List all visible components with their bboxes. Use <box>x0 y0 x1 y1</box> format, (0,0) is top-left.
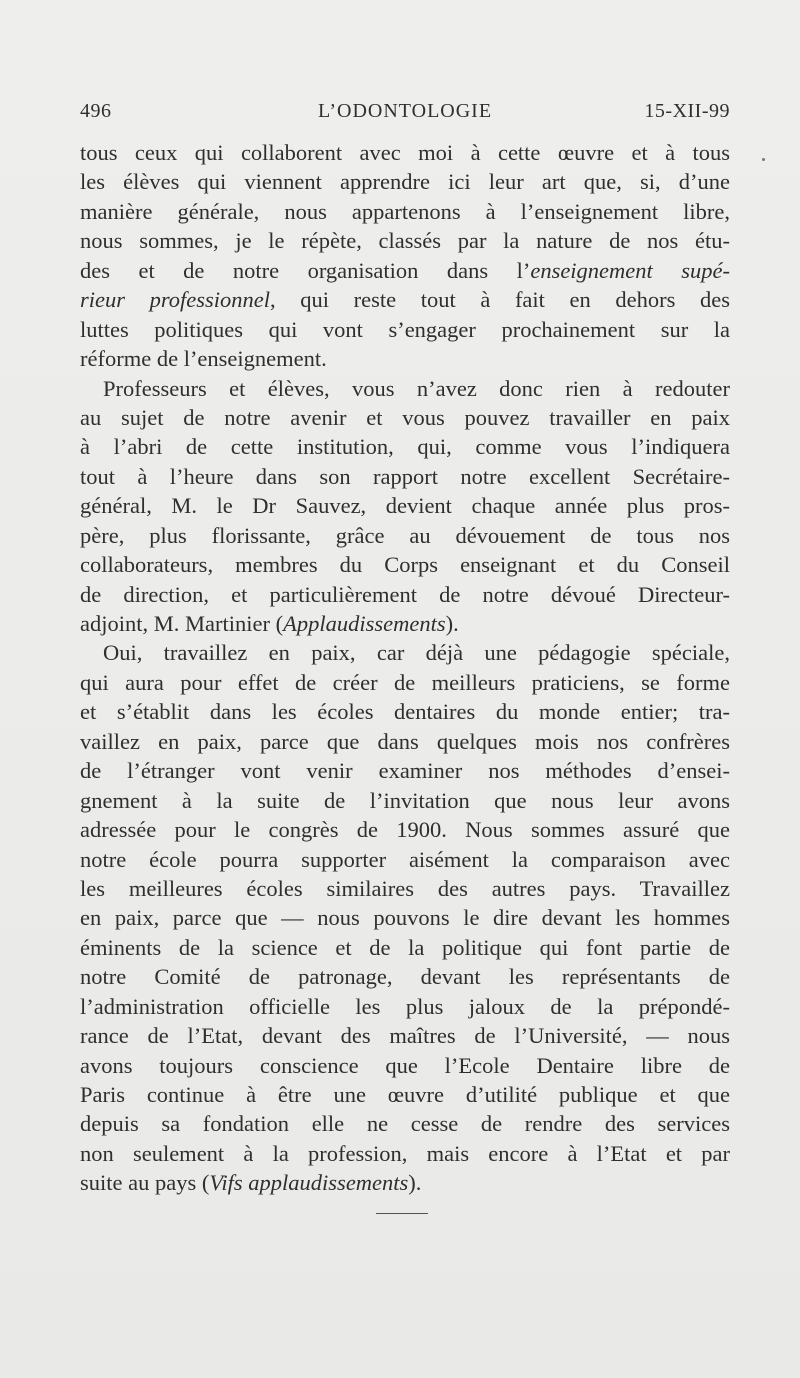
paragraph-start-line: Professeurs et élèves, vous n’avez donc rien à redouter <box>103 375 730 401</box>
text-line: depuis sa fondation elle ne cesse de rendre des services <box>80 1111 730 1137</box>
running-head <box>80 100 730 126</box>
text-line: Paris continue à être une œuvre d’utilité publique et que <box>80 1082 730 1107</box>
paragraph-start-line: Oui, travaillez en paix, car déjà une pédagogie spéciale, <box>103 640 730 666</box>
text-line: général, M. le Dr Sauvez, devient chaque année plus pros- <box>80 493 730 519</box>
text-line: et s’établit dans les écoles dentaires du monde entier; tra- <box>80 699 730 725</box>
body-text <box>80 138 730 1198</box>
text-line: rieur professionnel, qui reste tout à fait en dehors des <box>80 287 730 313</box>
text-line: réforme de l’enseignement. <box>80 346 327 372</box>
text-line: rance de l’Etat, devant des maîtres de l’Université, — nous <box>80 1023 730 1049</box>
page-number: 496 <box>80 100 112 122</box>
text-line: collaborateurs, membres du Corps enseignant et du Conseil <box>80 552 730 578</box>
text-line: des et de notre organisation dans l’enseignement supé- <box>80 257 730 283</box>
text-line: tout à l’heure dans son rapport notre excellent Secrétaire- <box>80 463 730 489</box>
text-line: l’administration officielle les plus jaloux de la prépondé- <box>80 993 730 1019</box>
text-line: manière générale, nous appartenons à l’enseignement libre, <box>80 198 730 224</box>
italic-phrase: Vifs applaudissements <box>209 1170 409 1196</box>
issue-date: 15-XII-99 <box>644 100 730 122</box>
text-line: éminents de la science et de la politique qui font partie de <box>80 934 730 960</box>
text-line: non seulement à la profession, mais encore à l’Etat et par <box>80 1140 730 1166</box>
text-line: au sujet de notre avenir et vous pouvez travailler en paix <box>80 404 730 430</box>
text-line: gnement à la suite de l’invitation que nous leur avons <box>80 787 730 813</box>
closing-rule <box>376 1213 428 1214</box>
print-speck <box>762 158 765 161</box>
text-line: en paix, parce que — nous pouvons le dire devant les hommes <box>80 905 730 931</box>
text-line: vaillez en paix, parce que dans quelques mois nos confrères <box>80 728 730 754</box>
italic-phrase: enseignement supé- <box>530 257 730 283</box>
text-line: de l’étranger vont venir examiner nos méthodes d’ensei- <box>80 758 730 784</box>
text-line: adressée pour le congrès de 1900. Nous sommes assuré que <box>80 817 730 843</box>
text-line: à l’abri de cette institution, qui, comme vous l’indiquera <box>80 434 730 460</box>
text-line: notre Comité de patronage, devant les représentants de <box>80 964 730 990</box>
text-line: luttes politiques qui vont s’engager prochainement sur la <box>80 316 730 342</box>
text-line: qui aura pour effet de créer de meilleurs praticiens, se forme <box>80 669 730 695</box>
text-line: les meilleures écoles similaires des autres pays. Travaillez <box>80 875 730 901</box>
text-line: de direction, et particulièrement de notre dévoué Directeur- <box>80 581 730 607</box>
text-line: tous ceux qui collaborent avec moi à cette œuvre et à tous <box>80 140 730 165</box>
italic-phrase: rieur professionnel <box>80 287 271 313</box>
italic-phrase: Applaudissements <box>283 611 446 636</box>
text-line: les élèves qui viennent apprendre ici leur art que, si, d’une <box>80 169 730 195</box>
text-line: notre école pourra supporter aisément la comparaison avec <box>80 846 730 872</box>
text-line: père, plus florissante, grâce au dévouement de tous nos <box>80 522 730 548</box>
text-line: avons toujours conscience que l’Ecole Dentaire libre de <box>80 1052 730 1078</box>
text-line: suite au pays (Vifs applaudissements). <box>80 1170 422 1196</box>
journal-title: L’ODONTOLOGIE <box>317 100 493 122</box>
text-line: adjoint, M. Martinier (Applaudissements). <box>80 611 459 636</box>
text-line: nous sommes, je le répète, classés par la nature de nos étu- <box>80 228 730 254</box>
